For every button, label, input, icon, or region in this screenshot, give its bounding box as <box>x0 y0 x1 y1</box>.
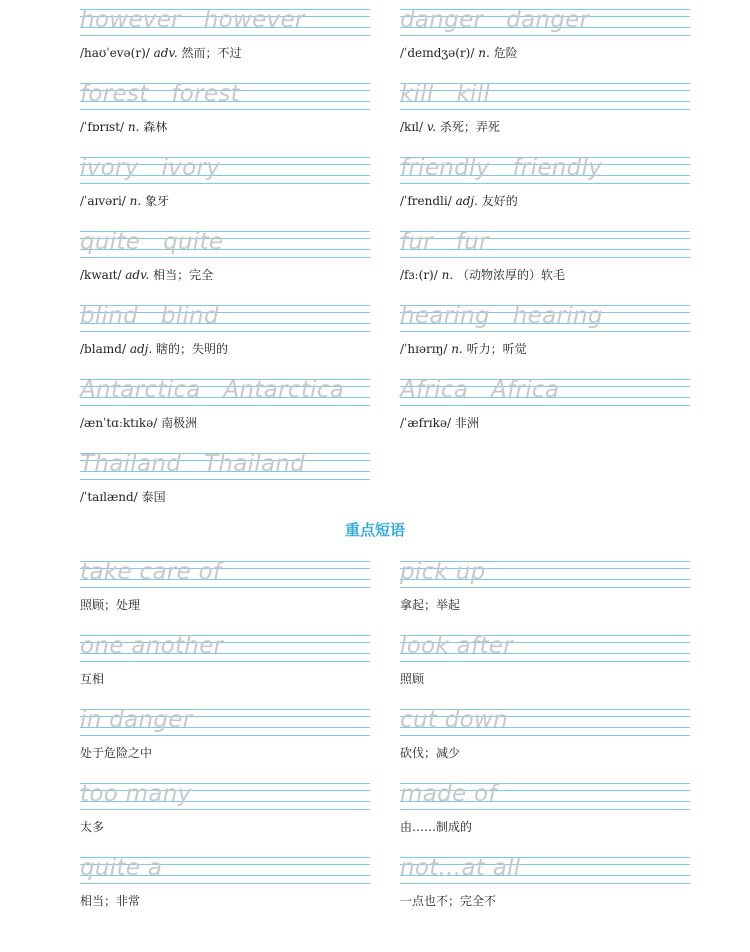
trace-word: fur fur <box>400 229 489 255</box>
phrase-meaning: 处于危险之中 <box>80 746 153 760</box>
phrase-meaning: 相当；非常 <box>80 894 141 908</box>
trace-phrase: in danger <box>80 707 193 733</box>
meaning: 然而；不过 <box>181 46 242 60</box>
phonetic: /ˈhɪərɪŋ/ <box>400 342 448 356</box>
word-gloss <box>80 341 228 357</box>
vocab-entry-blind <box>80 300 370 370</box>
meaning: 南极洲 <box>161 416 198 430</box>
phrase-meaning: 砍伐；减少 <box>400 746 461 760</box>
phrase-entry <box>80 852 370 922</box>
part-of-speech: v. <box>426 120 437 134</box>
word-gloss <box>80 489 166 505</box>
phonetic: /fɜː(r)/ <box>400 268 438 282</box>
phrase-entry <box>400 556 690 626</box>
vocab-entry-danger <box>400 4 690 74</box>
meaning: （动物浓厚的）软毛 <box>456 268 565 282</box>
vocab-entry-hearing <box>400 300 690 370</box>
vocab-entry-however <box>80 4 370 74</box>
word-gloss <box>80 119 167 135</box>
trace-phrase: not...at all <box>400 855 521 881</box>
vocab-entry-quite <box>80 226 370 296</box>
vocab-entry-kill <box>400 78 690 148</box>
trace-phrase: take care of <box>80 559 222 585</box>
trace-word: however however <box>80 7 305 33</box>
phonetic: /kɪl/ <box>400 120 424 134</box>
trace-word: Thailand Thailand <box>80 451 306 477</box>
vocab-entry-ivory <box>80 152 370 222</box>
phonetic: /ˈtaɪlænd/ <box>80 490 138 504</box>
part-of-speech: adv. <box>153 46 178 60</box>
trace-phrase: too many <box>80 781 192 807</box>
vocab-entry-friendly <box>400 152 690 222</box>
phonetic: /ænˈtɑːktɪkə/ <box>80 416 158 430</box>
word-gloss <box>80 267 213 283</box>
phonetic: /ˈdeɪndʒə(r)/ <box>400 46 475 60</box>
trace-word: hearing hearing <box>400 303 603 329</box>
phonetic: /ˈæfrɪkə/ <box>400 416 452 430</box>
phrase-meaning: 互相 <box>80 672 105 686</box>
part-of-speech: n. <box>127 120 140 134</box>
phrase-meaning: 太多 <box>80 820 105 834</box>
trace-phrase: quite a <box>80 855 163 881</box>
section-title-key-phrases: 重点短语 <box>344 521 405 539</box>
phrase-entry <box>80 630 370 700</box>
phrase-meaning: 照顾；处理 <box>80 598 141 612</box>
part-of-speech: adj. <box>455 194 478 208</box>
phonetic: /ˈaɪvəri/ <box>80 194 126 208</box>
part-of-speech: n. <box>451 342 463 356</box>
word-gloss <box>80 45 241 61</box>
phrase-entry <box>80 556 370 626</box>
part-of-speech: n. <box>441 268 454 282</box>
meaning: 森林 <box>143 120 168 134</box>
trace-phrase: pick up <box>400 559 486 585</box>
word-gloss <box>80 415 197 431</box>
word-gloss <box>400 193 518 209</box>
word-gloss <box>400 415 479 431</box>
trace-word: Antarctica Antarctica <box>80 377 345 403</box>
phrase-meaning: 拿起；举起 <box>400 598 461 612</box>
trace-word: quite quite <box>80 229 224 255</box>
phrase-meaning: 由……制成的 <box>400 820 473 834</box>
trace-word: forest forest <box>80 81 240 107</box>
phrase-entry <box>400 704 690 774</box>
phrase-entry <box>400 852 690 922</box>
phrase-entry <box>400 630 690 700</box>
word-gloss <box>400 267 565 283</box>
word-gloss <box>80 193 169 209</box>
trace-word: Africa Africa <box>400 377 560 403</box>
trace-word: ivory ivory <box>80 155 221 181</box>
meaning: 友好的 <box>481 194 518 208</box>
trace-phrase: look after <box>400 633 513 659</box>
phonetic: /ˈfrendli/ <box>400 194 452 208</box>
part-of-speech: n. <box>478 46 490 60</box>
vocab-entry-fur <box>400 226 690 296</box>
phonetic: /haʊˈevə(r)/ <box>80 46 150 60</box>
phrase-entry <box>400 778 690 848</box>
meaning: 相当；完全 <box>153 268 214 282</box>
vocab-entry-thailand <box>80 448 370 518</box>
phonetic: /blaɪnd/ <box>80 342 127 356</box>
meaning: 杀死；弄死 <box>439 120 500 134</box>
trace-word: blind blind <box>80 303 219 329</box>
meaning: 非洲 <box>454 416 479 430</box>
vocab-entry-forest <box>80 78 370 148</box>
part-of-speech: adv. <box>125 268 150 282</box>
phonetic: /kwaɪt/ <box>80 268 122 282</box>
phrase-entry <box>80 704 370 774</box>
part-of-speech: n. <box>129 194 142 208</box>
word-gloss <box>400 119 500 135</box>
trace-phrase: made of <box>400 781 497 807</box>
part-of-speech: adj. <box>129 342 153 356</box>
meaning: 听力；听觉 <box>466 342 527 356</box>
phrase-meaning: 照顾 <box>400 672 425 686</box>
meaning: 象牙 <box>145 194 170 208</box>
meaning: 瞎的；失明的 <box>156 342 229 356</box>
phrase-entry <box>80 778 370 848</box>
meaning: 危险 <box>493 46 518 60</box>
word-gloss <box>400 45 518 61</box>
phonetic: /ˈfɒrɪst/ <box>80 120 125 134</box>
trace-word: kill kill <box>400 81 491 107</box>
word-gloss <box>400 341 527 357</box>
trace-word: danger danger <box>400 7 590 33</box>
phrase-meaning: 一点也不；完全不 <box>400 894 497 908</box>
trace-word: friendly friendly <box>400 155 603 181</box>
meaning: 泰国 <box>141 490 166 504</box>
trace-phrase: one another <box>80 633 224 659</box>
trace-phrase: cut down <box>400 707 509 733</box>
vocab-entry-antarctica <box>80 374 370 444</box>
vocab-entry-africa <box>400 374 690 444</box>
